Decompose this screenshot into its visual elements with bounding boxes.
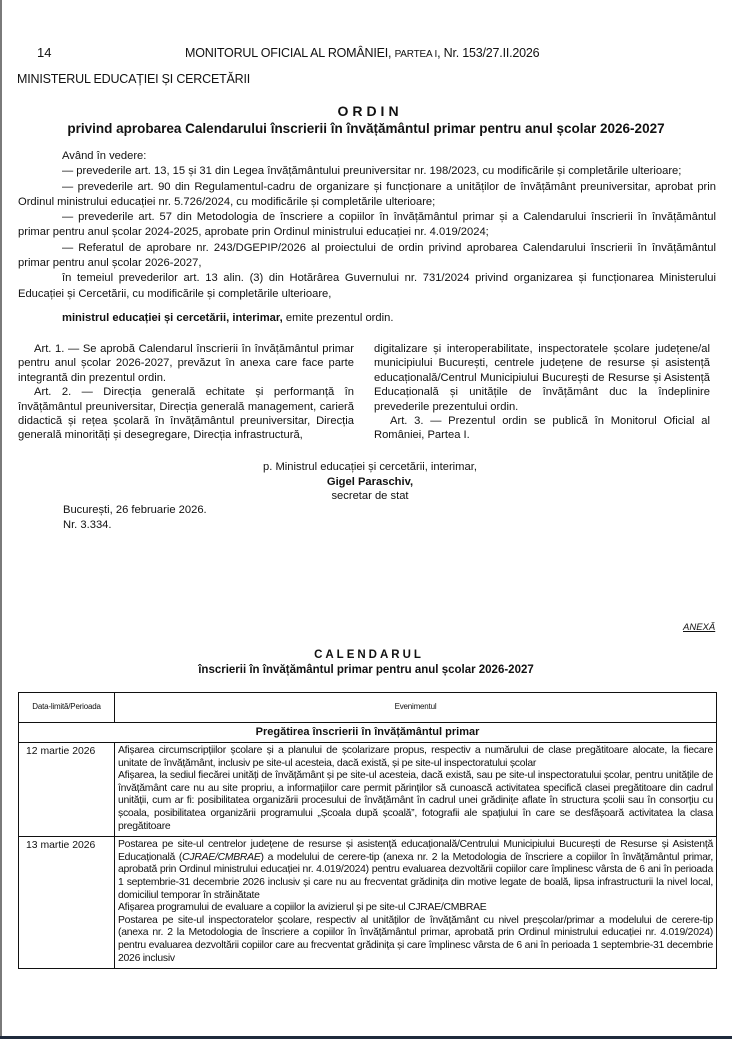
- calendar-table: [18, 692, 717, 969]
- preamble-item: — prevederile art. 13, 15 și 31 din Legea învățământului preuniversitar nr. 198/2023, cu modificările și completările ulterioare;: [62, 165, 682, 178]
- article-2-part1: Art. 2. — Direcția generală echitate și performanță în învățământul preuniversitar, Direcția generală management, carieră didactică și rețea școlară în învățământul preuniversitar, Direcția generală minorități și desegregare, Direcția infrastructură,: [18, 386, 354, 442]
- section-row: [19, 723, 717, 743]
- order-title: ORDIN: [337, 103, 403, 119]
- issuing-text: emite prezentul ordin.: [282, 311, 394, 324]
- event-item: Afișarea programului de evaluare a copiilor la avizierul și pe site-ul CJRAE/CMBRAE: [118, 902, 487, 914]
- publication-part: PARTEA I: [394, 49, 438, 60]
- preamble-intro: Având în vedere:: [62, 150, 147, 162]
- page-number: 14: [37, 45, 52, 60]
- signatory-role: secretar de stat: [331, 490, 409, 502]
- order-preamble: [18, 149, 716, 326]
- running-header: [185, 46, 539, 60]
- order-number: Nr. 3.334.: [63, 518, 112, 531]
- table-row: [19, 743, 717, 837]
- event-text: ) a modelului de cerere-tip (anexa nr. 2 la Metodologia de înscriere a copiilor în învățământul primar, aprobată prin Ordinul ministrului educației nr. 4.019/2024) pentru evaluarea dezvoltării copiilor care împlinesc vârsta de 6 ani în perioada 1 septembrie-31 decembrie 2026 inclusiv și care nu au frecventat grădinița din motive legate de boală, lipsa infrastructurii la nivel local, domiciliul temporar în străinătate: [118, 851, 713, 901]
- articles-right-column: [374, 342, 710, 443]
- place-date: București, 26 februarie 2026.: [63, 504, 207, 516]
- row-events: [115, 743, 717, 837]
- signatory-name: Gigel Paraschiv,: [326, 475, 414, 488]
- preamble-item: — prevederile art. 57 din Metodologia de înscriere a copiilor în învățământul primar și a Calendarului înscrierii în învățământul primar pentru anul școlar 2024-2025, aprobate prin Ordinul ministrului educației nr. 4.019/2024;: [18, 211, 716, 239]
- column-header-event: Evenimentul: [115, 693, 717, 723]
- calendar-title: CALENDARUL: [314, 649, 424, 661]
- row-events: [115, 837, 717, 969]
- table-header-row: [19, 693, 717, 723]
- issuer-title: ministrul educației și cercetării, interimar,: [62, 311, 283, 324]
- calendar-subtitle: înscrierii în învățământul primar pentru anul școlar 2026-2027: [198, 664, 534, 676]
- viewer-left-border: [0, 0, 2, 1037]
- row-date: 13 martie 2026: [19, 837, 115, 969]
- row-date: 12 martie 2026: [19, 743, 115, 837]
- preamble-item: — prevederile art. 90 din Regulamentul-cadru de organizare și funcționare a unităților de învățământ preuniversitar, aprobat prin Ordinul ministrului educației nr. 5.726/2024, cu modificările și completările ulterioare;: [18, 180, 716, 208]
- column-header-date: Data-limită/Perioada: [19, 693, 115, 723]
- section-title: Pregătirea înscrierii în învățământul primar: [19, 723, 717, 743]
- event-item: [118, 839, 713, 902]
- preamble-item: — Referatul de aprobare nr. 243/DGEPIP/2026 al proiectului de ordin privind aprobarea Calendarului înscrierii în învățământul primar pentru anul școlar 2026-2027,: [18, 241, 716, 270]
- signatory-capacity: p. Ministrul educației și cercetării, interimar,: [263, 461, 477, 473]
- signature-block: [240, 460, 500, 504]
- issuing-ministry: MINISTERUL EDUCAȚIEI ȘI CERCETĂRII: [17, 72, 251, 86]
- publication-name: MONITORUL OFICIAL AL ROMÂNIEI,: [185, 46, 395, 60]
- place-and-date-block: [63, 503, 207, 532]
- event-text: Postarea pe site-ul centrelor județene de resurse și asistență educațională/Centrului Municipiului București de Resurse și Asistență Educațională (: [118, 839, 713, 863]
- article-3: Art. 3. — Prezentul ordin se publică în Monitorul Oficial al României, Partea I.: [374, 415, 710, 442]
- event-item: Afișarea, la sediul fiecărei unități de învățământ și pe site-ul acesteia, dacă există, sau pe site-ul inspectoratului școlar, pentru unitățile de învățământ care nu au site propriu, a informațiilor care permit părinților să cunoască activitatea specifică clasei pregătitoare din cadrul unității, cum ar fi: posibilitatea organizării procesului de învățământ în cadrul unei grădinițe aflate în structura școlii sau în consorțiu cu școala, posibilitatea organizării programului „Școala după școală”, fotografii ale spațiului în care se desfășoară activitatea la clasa pregătitoare: [118, 770, 713, 832]
- article-2-part2: digitalizare și interoperabilitate, inspectoratele școlare județene/al municipiului București, centrele județene de resurse și asistență educațională/Centrul Municipiului București de Resurse și Asistență Educațională și unitățile de învățământ duc la îndeplinire prevederile prezentului ordin.: [374, 343, 710, 413]
- event-abbreviation: CJRAE/CMBRAE: [182, 851, 261, 863]
- order-subtitle: privind aprobarea Calendarului înscrierii în învățământul primar pentru anul școlar 2026-2027: [67, 121, 665, 136]
- article-1: Art. 1. — Se aprobă Calendarul înscrierii în învățământul primar pentru anul școlar 2026-2027, prevăzut în anexa care face parte integrantă din prezentul ordin.: [18, 343, 354, 384]
- annex-label: ANEXĂ: [683, 622, 716, 633]
- event-item: Postarea pe site-ul inspectoratelor școlare, respectiv al unităților de învățământ cu nivel preșcolar/primar a modelului de cerere-tip (anexa nr. 2 la Metodologia de înscriere a copiilor în învățământul primar, aprobată prin Ordinul ministrului educației nr. 4.019/2024) pentru evaluarea dezvoltării copiilor care au frecventat grădinița și care împlinesc vârsta de 6 ani în perioada 1 septembrie-31 decembrie 2026 inclusiv: [118, 914, 713, 964]
- issuing-statement: [18, 311, 716, 326]
- preamble-legal-basis: în temeiul prevederilor art. 13 alin. (3) din Hotărârea Guvernului nr. 731/2024 privind organizarea și funcționarea Ministerului Educației și Cercetării, cu modificările și completările ulterioare,: [18, 272, 716, 300]
- articles-left-column: [18, 342, 354, 443]
- event-item: Afișarea circumscripțiilor școlare și a planului de școlarizare propus, respectiv a numărului de clase pregătitoare alocate, la fiecare unitate de învățământ, inclusiv pe site-ul acesteia, dacă există, și pe site-ul inspectoratului școlar: [118, 745, 713, 769]
- table-row: [19, 837, 717, 969]
- publication-issue: , Nr. 153/27.II.2026: [437, 46, 540, 60]
